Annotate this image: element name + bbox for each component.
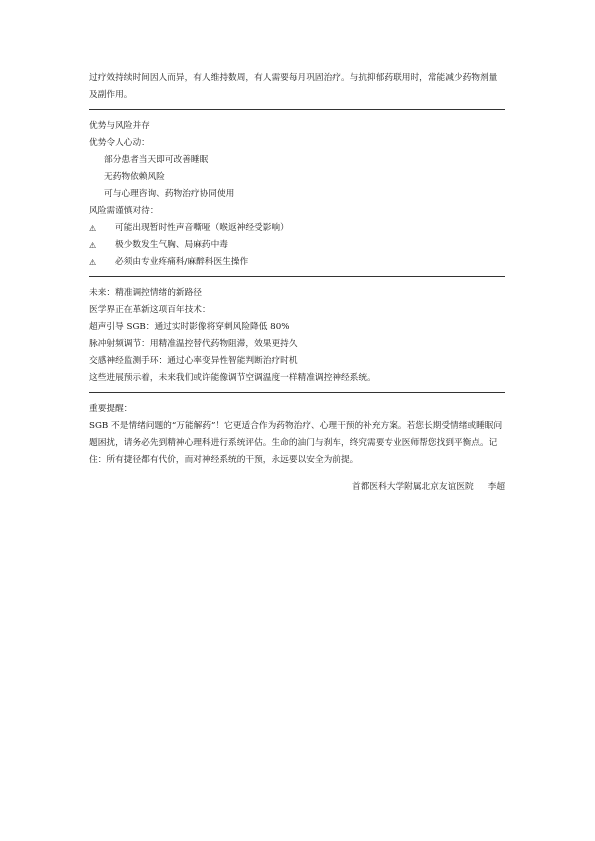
author-name: 李超	[487, 482, 505, 492]
signature	[89, 479, 505, 496]
tech-item: 超声引导 SGB：通过实时影像将穿刺风险降低 80%	[89, 322, 290, 332]
tech-item: 脉冲射频调节：用精准温控替代药物阻滞，效果更持久	[89, 339, 298, 349]
risks-heading: 风险需谨慎对待：	[89, 206, 159, 216]
risk-text: 可能出现暂时性声音嘶哑（喉返神经受影响）	[115, 223, 289, 233]
warning-icon: ⚠	[89, 224, 97, 233]
institution-name: 首都医科大学附属北京友谊医院	[352, 482, 474, 492]
section-title: 重要提醒：	[89, 404, 133, 414]
section-conclusion: 这些进展预示着，未来我们或许能像调节空调温度一样精准调控神经系统。	[89, 373, 376, 383]
section-title: 未来：精准调控情绪的新路径	[89, 288, 202, 298]
section-future	[89, 285, 505, 387]
section-title: 优势与风险并存	[89, 121, 150, 131]
document-body	[89, 70, 505, 496]
pros-item: 可与心理咨询、药物治疗协同使用	[104, 189, 235, 199]
divider	[89, 392, 505, 393]
risk-text: 极少数发生气胸、局麻药中毒	[115, 240, 228, 250]
tech-item: 交感神经监测手环：通过心率变异性智能判断治疗时机	[89, 356, 298, 366]
pros-item: 部分患者当天即可改善睡眠	[104, 155, 209, 165]
intro-paragraph: 过疗效持续时间因人而异，有人维持数周，有人需要每月巩固治疗。与抗抑郁药联用时，常能减少药物剂量及副作用。	[89, 73, 498, 100]
reminder-paragraph: SGB 不是情绪问题的“万能解药”！它更适合作为药物治疗、心理干预的补充方案。若您长期受情绪或睡眠问题困扰，请务必先到精神心理科进行系统评估。生命的油门与刹车，终究需要专业医师帮您找到平衡点。记住：所有捷径都有代价，而对神经系统的干预，永远要以安全为前提。	[89, 421, 503, 465]
pros-item: 无药物依赖风险	[104, 172, 165, 182]
section-reminder	[89, 401, 505, 469]
warning-icon: ⚠	[89, 241, 97, 250]
risk-item	[89, 220, 505, 237]
divider	[89, 109, 505, 110]
warning-icon: ⚠	[89, 258, 97, 267]
divider	[89, 276, 505, 277]
pros-heading: 优势令人心动：	[89, 138, 150, 148]
risk-text: 必须由专业疼痛科/麻醉科医生操作	[115, 257, 249, 267]
section-lead: 医学界正在革新这项百年技术：	[89, 305, 211, 315]
section-pros-risks	[89, 118, 505, 271]
risk-item	[89, 254, 505, 271]
risk-item	[89, 237, 505, 254]
